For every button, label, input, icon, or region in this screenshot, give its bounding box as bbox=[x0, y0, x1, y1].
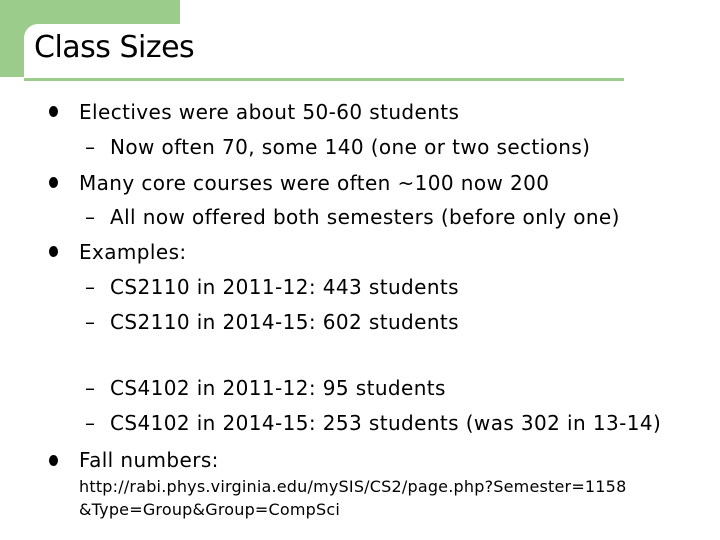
fall-numbers-link[interactable]: http://rabi.phys.virginia.edu/mySIS/CS2/page.php?Semester=1158 bbox=[79, 477, 627, 496]
fall-numbers-link-continued[interactable]: &Type=Group&Group=CompSci bbox=[79, 500, 341, 519]
bullet-icon bbox=[49, 246, 58, 257]
bullet-examples: Examples: bbox=[79, 240, 187, 264]
bullet-core-courses: Many core courses were often ~100 now 200 bbox=[79, 171, 550, 195]
example-cs4102-2014: CS4102 in 2014-15: 253 students (was 302 in 13-14) bbox=[110, 411, 662, 435]
bullet-icon bbox=[49, 177, 58, 188]
dash-icon: – bbox=[85, 376, 95, 400]
bullet-icon bbox=[49, 106, 58, 117]
bullet-electives: Electives were about 50-60 students bbox=[79, 100, 460, 124]
example-cs4102-2011: CS4102 in 2011-12: 95 students bbox=[110, 376, 446, 400]
bullet-fall-numbers: Fall numbers: bbox=[79, 448, 219, 472]
slide-title: Class Sizes bbox=[34, 30, 195, 65]
subbullet-electives-now: Now often 70, some 140 (one or two sections) bbox=[110, 135, 591, 159]
example-cs2110-2014: CS2110 in 2014-15: 602 students bbox=[110, 310, 459, 334]
dash-icon: – bbox=[85, 275, 95, 299]
title-underline bbox=[24, 78, 624, 81]
bullet-icon bbox=[49, 455, 58, 466]
dash-icon: – bbox=[85, 310, 95, 334]
dash-icon: – bbox=[85, 205, 95, 229]
subbullet-both-semesters: All now offered both semesters (before only one) bbox=[110, 205, 620, 229]
dash-icon: – bbox=[85, 411, 95, 435]
example-cs2110-2011: CS2110 in 2011-12: 443 students bbox=[110, 275, 459, 299]
dash-icon: – bbox=[85, 135, 95, 159]
